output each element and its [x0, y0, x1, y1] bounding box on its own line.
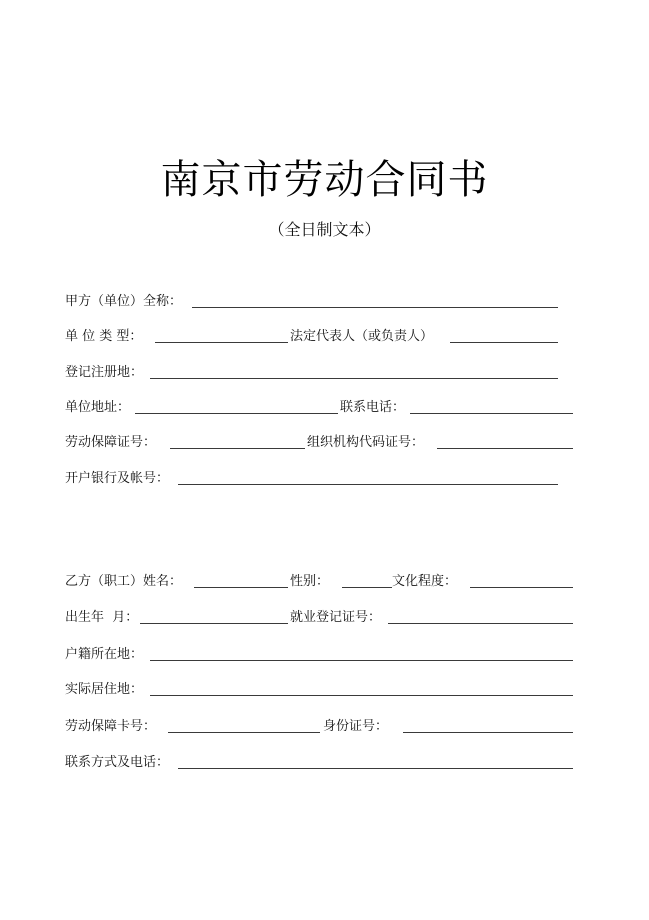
party-b-residence-label: 实际居住地： [65, 682, 144, 697]
party-a-address-label: 单位地址： [65, 400, 131, 415]
party-b-name-label: 乙方（职工）姓名： [65, 574, 183, 589]
party-b-birth-label: 出生年 月： [65, 610, 139, 625]
party-b-employment-reg-blank [388, 623, 573, 624]
party-a-legal-rep-label: 法定代表人（或负责人） [290, 329, 434, 344]
party-a-unit-type-label: 单 位 类 型： [65, 329, 143, 344]
document-title: 南京市劳动合同书 [160, 157, 489, 203]
party-a-phone-label: 联系电话： [340, 400, 406, 415]
party-a-phone-blank [410, 413, 573, 414]
party-b-id-blank [403, 732, 573, 733]
party-b-household-blank [150, 660, 573, 661]
party-b-id-label: 身份证号： [323, 719, 389, 734]
party-b-education-blank [470, 587, 573, 588]
party-b-employment-reg-label: 就业登记证号： [290, 610, 382, 625]
party-a-bank-account-blank [178, 484, 558, 485]
party-b-name-blank [194, 587, 288, 588]
party-b-education-label: 文化程度： [392, 574, 458, 589]
party-a-registered-place-blank [150, 378, 558, 379]
party-b-contact-blank [178, 768, 573, 769]
party-b-gender-blank [342, 587, 392, 588]
party-a-org-code-blank [437, 448, 573, 449]
party-a-bank-account-label: 开户银行及帐号： [65, 471, 170, 486]
party-a-org-code-label: 组织机构代码证号： [307, 435, 425, 450]
party-b-contact-label: 联系方式及电话： [65, 755, 170, 770]
party-a-registered-place-label: 登记注册地： [65, 365, 144, 380]
party-a-labor-security-no-blank [170, 448, 305, 449]
party-a-address-blank [135, 413, 338, 414]
party-b-labor-card-label: 劳动保障卡号： [65, 719, 157, 734]
party-a-full-name-label: 甲方（单位）全称： [65, 294, 183, 309]
party-b-household-label: 户籍所在地： [65, 647, 144, 662]
party-b-residence-blank [150, 695, 573, 696]
party-a-legal-rep-blank [450, 342, 558, 343]
document-subtitle: （全日制文本） [268, 220, 381, 239]
party-a-unit-type-blank [155, 342, 288, 343]
party-b-birth-blank [140, 623, 288, 624]
party-a-full-name-blank [192, 307, 558, 308]
party-a-labor-security-no-label: 劳动保障证号： [65, 435, 157, 450]
party-b-gender-label: 性别： [290, 574, 330, 589]
party-b-labor-card-blank [168, 732, 320, 733]
